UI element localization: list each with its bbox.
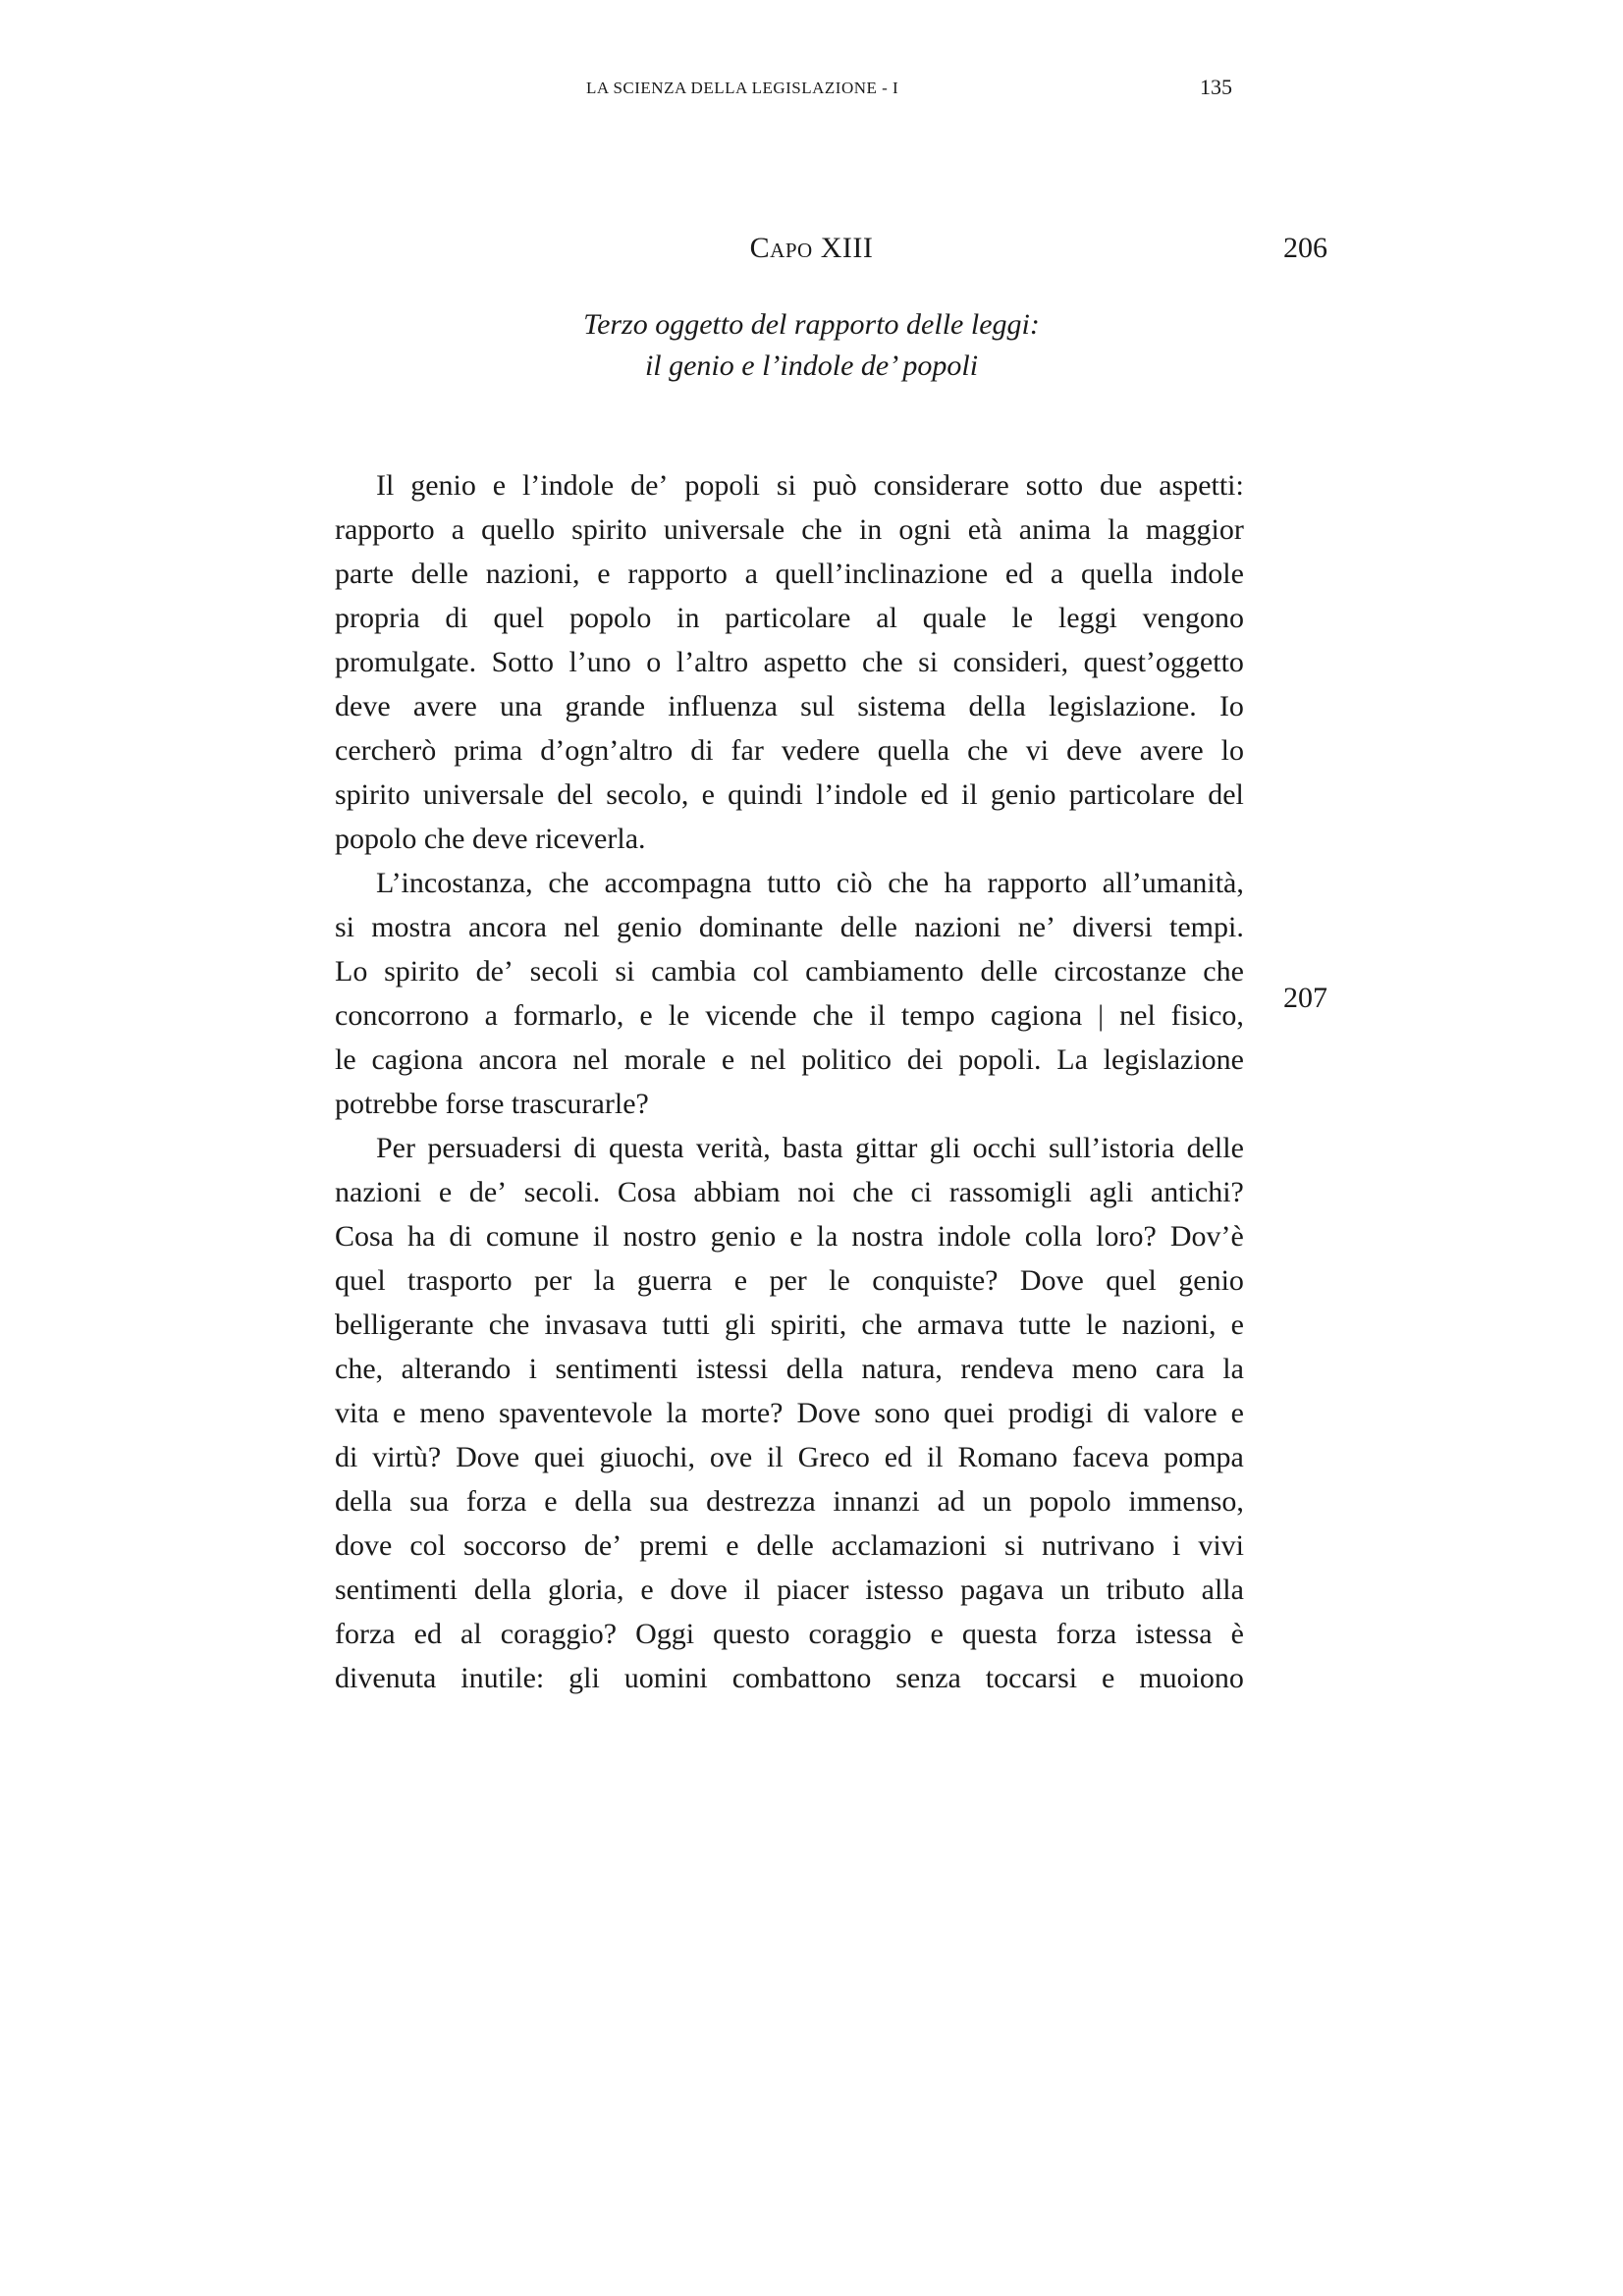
text-line: cercherò prima d’ogn’altro di far vedere quella che vi deve avere lo <box>335 734 1244 767</box>
text-line: concorrono a formarlo, e le vicende che il tempo cagiona | nel fisico, <box>335 999 1244 1032</box>
text-line: vita e meno spaventevole la morte? Dove sono quei prodigi di valore e <box>335 1397 1244 1429</box>
text-line: popolo che deve riceverla. <box>335 823 646 855</box>
text-line: nazioni e de’ secoli. Cosa abbiam noi che ci rassomigli agli antichi? <box>335 1176 1244 1208</box>
text-line: si mostra ancora nel genio dominante delle nazioni ne’ diversi tempi. <box>335 911 1244 943</box>
body-text <box>335 463 1244 1700</box>
text-line: potrebbe forse trascurarle? <box>335 1088 649 1120</box>
text-line: deve avere una grande influenza sul sistema della legislazione. Io <box>335 690 1244 722</box>
running-head: LA SCIENZA DELLA LEGISLAZIONE - I <box>586 79 899 97</box>
text-line: quel trasporto per la guerra e per le conquiste? Dove quel genio <box>335 1264 1244 1297</box>
text-line: forza ed al coraggio? Oggi questo coraggio e questa forza istessa è <box>335 1618 1244 1650</box>
subtitle-line-2: il genio e l’indole de’ popoli <box>644 349 979 382</box>
text-line: Per persuadersi di questa verità, basta gittar gli occhi sull’istoria delle <box>376 1132 1244 1164</box>
chapter-label-number: XIII <box>812 232 874 264</box>
text-line: belligerante che invasava tutti gli spiriti, che armava tutte le nazioni, e <box>335 1308 1244 1341</box>
text-line: sentimenti della gloria, e dove il piacer istesso pagava un tributo alla <box>335 1574 1244 1606</box>
text-line: della sua forza e della sua destrezza innanzi ad un popolo immenso, <box>335 1485 1244 1518</box>
text-line: le cagiona ancora nel morale e nel politico dei popoli. La legislazione <box>335 1043 1244 1076</box>
text-line: Il genio e l’indole de’ popoli si può considerare sotto due aspetti: <box>376 469 1244 502</box>
text-line: divenuta inutile: gli uomini combattono senza toccarsi e muoiono <box>335 1662 1244 1694</box>
subtitle-line-1: Terzo oggetto del rapporto delle leggi: <box>583 308 1040 341</box>
chapter-label-smallcaps: apo <box>770 232 813 264</box>
text-line: L’incostanza, che accompagna tutto ciò che ha rapporto all’umanità, <box>376 867 1244 899</box>
text-line: dove col soccorso de’ premi e delle acclamazioni si nutrivano i vivi <box>335 1529 1244 1562</box>
page-number: 135 <box>1200 75 1232 99</box>
text-line: promulgate. Sotto l’uno o l’altro aspetto che si consideri, quest’oggetto <box>335 646 1244 678</box>
margin-number-207: 207 <box>1283 982 1327 1014</box>
chapter-title <box>0 232 1623 265</box>
text-line: rapporto a quello spirito universale che in ogni età anima la maggior <box>335 513 1244 546</box>
margin-number-206: 206 <box>1283 232 1327 264</box>
text-line: spirito universale del secolo, e quindi l’indole ed il genio particolare del <box>335 778 1244 811</box>
chapter-label-initial: C <box>749 232 771 264</box>
text-line: Lo spirito de’ secoli si cambia col cambiamento delle circostanze che <box>335 955 1244 988</box>
chapter-subtitle <box>0 304 1623 387</box>
text-line: Cosa ha di comune il nostro genio e la nostra indole colla loro? Dov’è <box>335 1220 1244 1253</box>
text-line: che, alterando i sentimenti istessi della natura, rendeva meno cara la <box>335 1353 1244 1385</box>
text-line: parte delle nazioni, e rapporto a quell’inclinazione ed a quella indole <box>335 558 1244 590</box>
text-line: propria di quel popolo in particolare al quale le leggi vengono <box>335 602 1244 634</box>
text-line: di virtù? Dove quei giuochi, ove il Greco ed il Romano faceva pompa <box>335 1441 1244 1473</box>
